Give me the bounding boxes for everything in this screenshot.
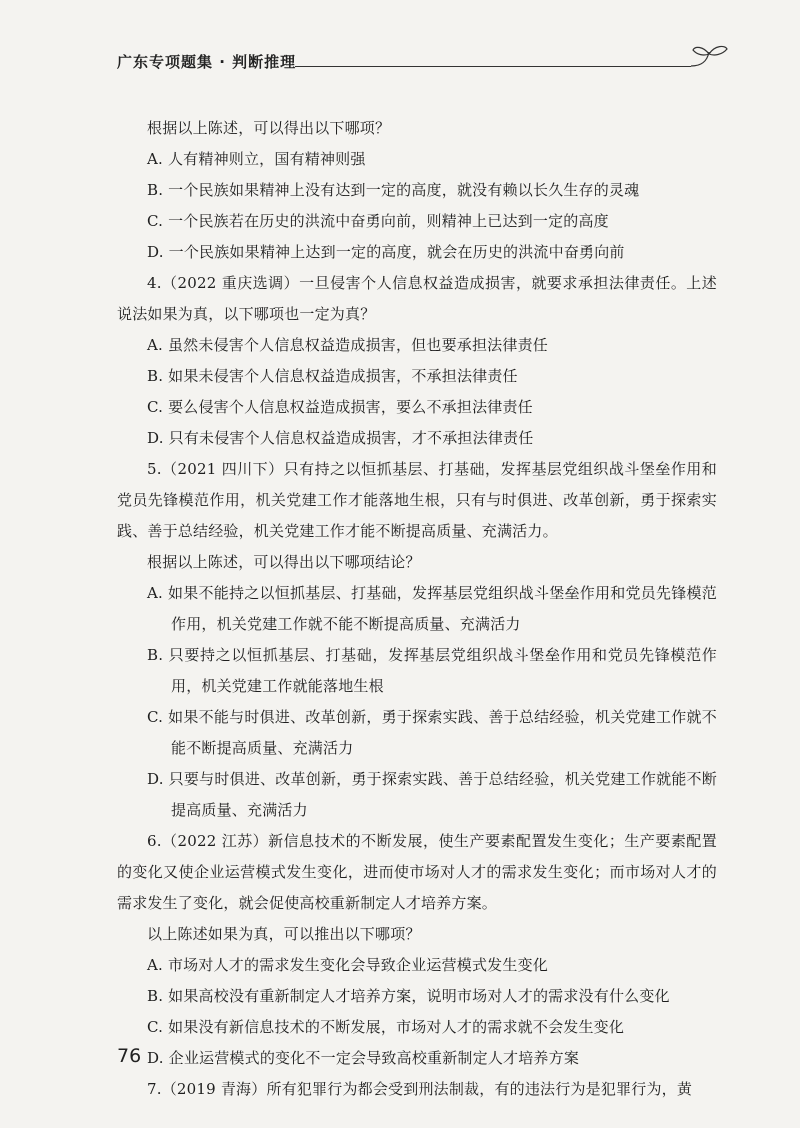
q5-option-a: A. 如果不能持之以恒抓基层、打基础，发挥基层党组织战斗堡垒作用和党员先锋模范作用，机关党建工作就不能不断提高质量、充满活力 [147, 584, 717, 633]
q3-option-d: D. 一个民族如果精神上达到一定的高度，就会在历史的洪流中奋勇向前 [147, 243, 625, 261]
q6-option-b: B. 如果高校没有重新制定人才培养方案，说明市场对人才的需求没有什么变化 [147, 987, 670, 1005]
q3-stem: 根据以上陈述，可以得出以下哪项？ [147, 119, 391, 137]
q6-stem: 以上陈述如果为真，可以推出以下哪项？ [147, 925, 421, 943]
q7-text: 7.（2019 青海）所有犯罪行为都会受到刑法制裁，有的违法行为是犯罪行为，黄 [147, 1080, 693, 1098]
q4-option-c: C. 要么侵害个人信息权益造成损害，要么不承担法律责任 [147, 398, 533, 416]
q3-option-b: B. 一个民族如果精神上没有达到一定的高度，就没有赖以长久生存的灵魂 [147, 181, 640, 199]
q5-stem: 根据以上陈述，可以得出以下哪项结论？ [147, 553, 421, 571]
page-number: 76 [117, 1045, 142, 1067]
q3-option-c: C. 一个民族若在历史的洪流中奋勇向前，则精神上已达到一定的高度 [147, 212, 609, 230]
q6-option-c: C. 如果没有新信息技术的不断发展，市场对人才的需求就不会发生变化 [147, 1018, 625, 1036]
page-content [117, 113, 717, 1105]
q6-text: 6.（2022 江苏）新信息技术的不断发展，使生产要素配置发生变化；生产要素配置的变化又使企业运营模式发生变化，进而使市场对人才的需求发生变化；而市场对人才的需求发生了变化，就会促使高校重新制定人才培养方案。 [117, 832, 717, 912]
q6-option-a: A. 市场对人才的需求发生变化会导致企业运营模式发生变化 [147, 956, 548, 974]
sprout-icon [687, 42, 731, 70]
header-rule [295, 66, 691, 67]
header-title: 广东专项题集 · 判断推理 [117, 53, 297, 71]
running-header [117, 50, 727, 76]
q5-text: 5.（2021 四川下）只有持之以恒抓基层、打基础，发挥基层党组织战斗堡垒作用和党员先锋模范作用，机关党建工作才能落地生根，只有与时俱进、改革创新，勇于探索实践、善于总结经验，机关党建工作才能不断提高质量、充满活力。 [117, 460, 717, 540]
q3-option-a: A. 人有精神则立，国有精神则强 [147, 150, 366, 168]
q5-option-d: D. 只要与时俱进、改革创新，勇于探索实践、善于总结经验，机关党建工作就能不断提高质量、充满活力 [147, 770, 717, 819]
q4-option-b: B. 如果未侵害个人信息权益造成损害，不承担法律责任 [147, 367, 518, 385]
q6-option-d: D. 企业运营模式的变化不一定会导致高校重新制定人才培养方案 [147, 1049, 580, 1067]
q4-text: 4.（2022 重庆选调）一旦侵害个人信息权益造成损害，就要求承担法律责任。上述说法如果为真，以下哪项也一定为真？ [117, 274, 717, 323]
q4-option-d: D. 只有未侵害个人信息权益造成损害，才不承担法律责任 [147, 429, 534, 447]
q4-option-a: A. 虽然未侵害个人信息权益造成损害，但也要承担法律责任 [147, 336, 548, 354]
q5-option-c: C. 如果不能与时俱进、改革创新，勇于探索实践、善于总结经验，机关党建工作就不能不断提高质量、充满活力 [147, 708, 717, 757]
q5-option-b: B. 只要持之以恒抓基层、打基础，发挥基层党组织战斗堡垒作用和党员先锋模范作用，机关党建工作就能落地生根 [147, 646, 717, 695]
